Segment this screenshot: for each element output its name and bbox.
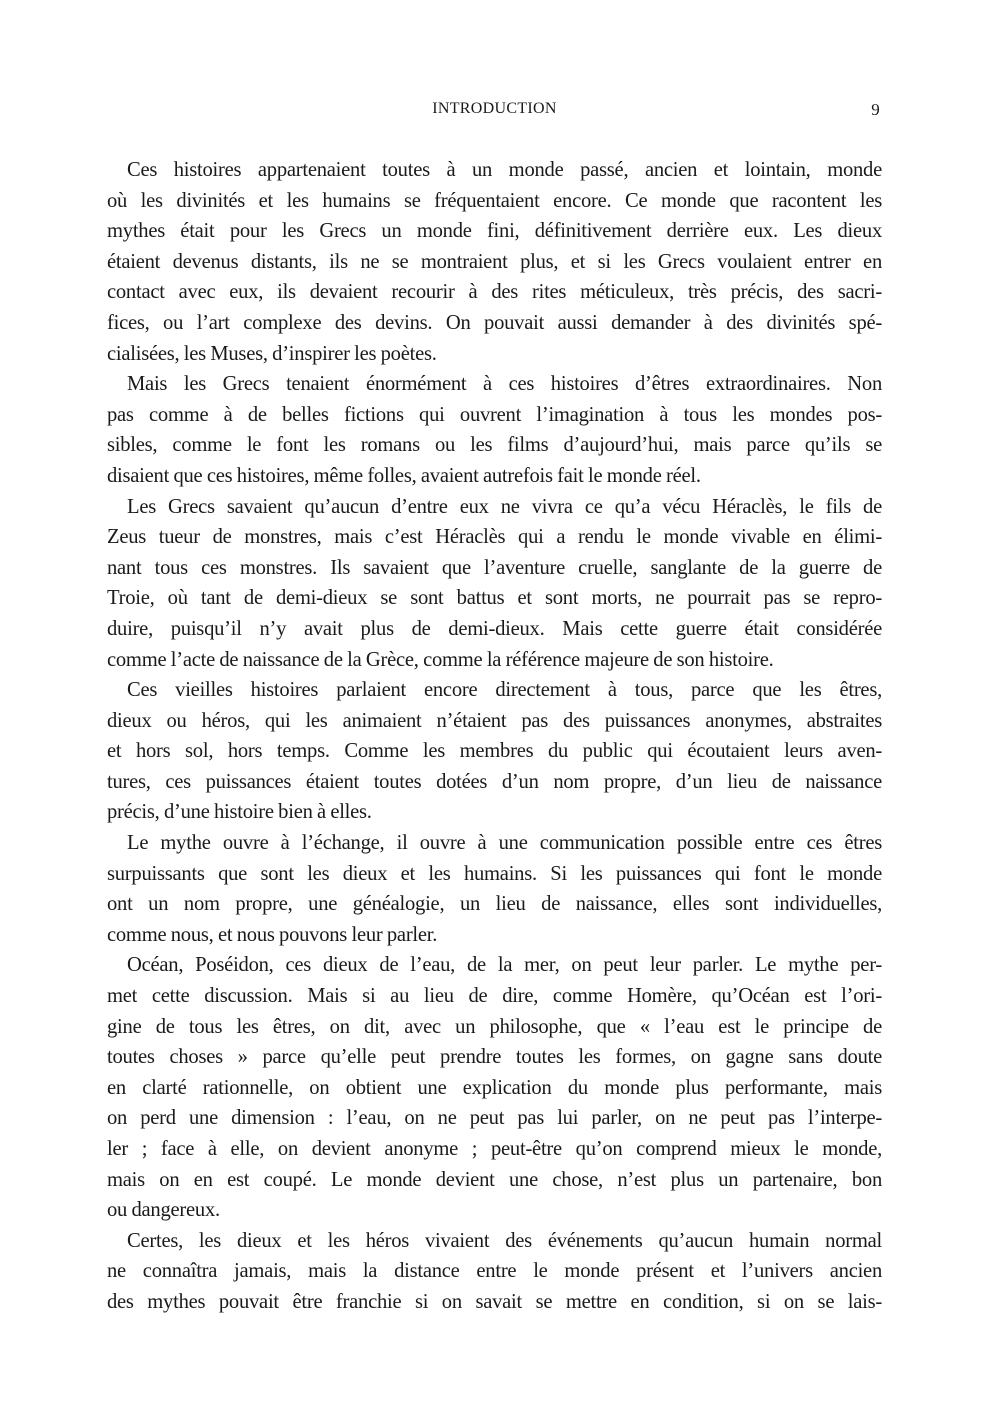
paragraph-2 — [107, 369, 882, 491]
text-line: et hors sol, hors temps. Comme les membres du public qui écoutaient leurs aven- — [107, 740, 882, 763]
paragraph-4 — [107, 675, 882, 828]
text-line: cialisées, les Muses, d’inspirer les poètes. — [107, 342, 437, 365]
text-line: Le mythe ouvre à l’échange, il ouvre à une communication possible entre ces êtres — [127, 832, 882, 855]
running-title: INTRODUCTION — [432, 100, 557, 117]
text-line: ont un nom propre, une généalogie, un lieu de naissance, elles sont individuelles, — [107, 893, 882, 916]
text-line: toutes choses » parce qu’elle peut prendre toutes les formes, on gagne sans doute — [107, 1046, 882, 1069]
text-line: où les divinités et les humains se fréquentaient encore. Ce monde que racontent les — [107, 189, 882, 212]
text-line: met cette discussion. Mais si au lieu de dire, comme Homère, qu’Océan est l’ori- — [107, 985, 882, 1008]
text-line: Troie, où tant de demi-dieux se sont battus et sont morts, ne pourrait pas se repro- — [107, 587, 882, 610]
text-line: nant tous ces monstres. Ils savaient que l’aventure cruelle, sanglante de la guerre de — [107, 556, 882, 579]
text-line: Ces vieilles histoires parlaient encore directement à tous, parce que les êtres, — [127, 679, 882, 702]
text-line: dieux ou héros, qui les animaient n’étaient pas des puissances anonymes, abstraites — [107, 709, 882, 732]
paragraph-3 — [107, 492, 882, 676]
text-line: pas comme à de belles fictions qui ouvrent l’imagination à tous les mondes pos- — [107, 403, 882, 426]
text-line: ler ; face à elle, on devient anonyme ; peut-être qu’on comprend mieux le monde, — [107, 1138, 882, 1160]
text-line: Les Grecs savaient qu’aucun d’entre eux ne vivra ce qu’a vécu Héraclès, le fils de — [127, 495, 882, 518]
text-line: duire, puisqu’il n’y avait plus de demi-dieux. Mais cette guerre était considérée — [107, 617, 882, 640]
text-line: comme l’acte de naissance de la Grèce, comme la référence majeure de son histoire. — [107, 648, 774, 671]
text-line: comme nous, et nous pouvons leur parler. — [107, 923, 438, 946]
body-text — [107, 155, 882, 1318]
text-line: ou dangereux. — [107, 1199, 220, 1222]
text-line: Mais les Grecs tenaient énormément à ces histoires d’êtres extraordinaires. Non — [127, 373, 882, 396]
text-line: mythes était pour les Grecs un monde fini, définitivement derrière eux. Les dieux — [107, 220, 882, 243]
paragraph-5 — [107, 828, 882, 950]
text-line: gine de tous les êtres, on dit, avec un philosophe, que « l’eau est le principe de — [107, 1015, 882, 1038]
paragraph-6 — [107, 950, 882, 1225]
paragraph-1 — [107, 155, 882, 369]
text-line: mais on en est coupé. Le monde devient une chose, n’est plus un partenaire, bon — [107, 1168, 882, 1191]
text-line: Ces histoires appartenaient toutes à un monde passé, ancien et lointain, monde — [127, 159, 882, 181]
running-header — [107, 98, 882, 122]
paragraph-7 — [107, 1226, 882, 1318]
text-line: disaient que ces histoires, même folles, avaient autrefois fait le monde réel. — [107, 464, 701, 487]
text-line: contact avec eux, ils devaient recourir à des rites méticuleux, très précis, des sacri- — [107, 281, 882, 304]
text-line: sibles, comme le font les romans ou les films d’aujourd’hui, mais parce qu’ils se — [107, 434, 882, 457]
text-line: Certes, les dieux et les héros vivaient des événements qu’aucun humain normal — [127, 1229, 882, 1252]
text-line: des mythes pouvait être franchie si on savait se mettre en condition, si on se lais- — [107, 1290, 882, 1313]
text-line: tures, ces puissances étaient toutes dotées d’un nom propre, d’un lieu de naissance — [107, 770, 882, 793]
text-line: on perd une dimension : l’eau, on ne peut pas lui parler, on ne peut pas l’interpe- — [107, 1107, 882, 1130]
text-line: Océan, Poséidon, ces dieux de l’eau, de la mer, on peut leur parler. Le mythe per- — [127, 954, 882, 977]
text-line: étaient devenus distants, ils ne se montraient plus, et si les Grecs voulaient entrer en — [107, 250, 882, 273]
text-line: Zeus tueur de monstres, mais c’est Héraclès qui a rendu le monde vivable en élimi- — [107, 526, 882, 549]
text-line: en clarté rationnelle, on obtient une explication du monde plus performante, mais — [107, 1076, 882, 1099]
page-number: 9 — [871, 100, 880, 119]
text-line: ne connaîtra jamais, mais la distance entre le monde présent et l’univers ancien — [107, 1260, 882, 1283]
text-line: surpuissants que sont les dieux et les humains. Si les puissances qui font le monde — [107, 862, 882, 885]
text-line: fices, ou l’art complexe des devins. On pouvait aussi demander à des divinités spé- — [107, 311, 882, 334]
text-line: précis, d’une histoire bien à elles. — [107, 801, 372, 824]
